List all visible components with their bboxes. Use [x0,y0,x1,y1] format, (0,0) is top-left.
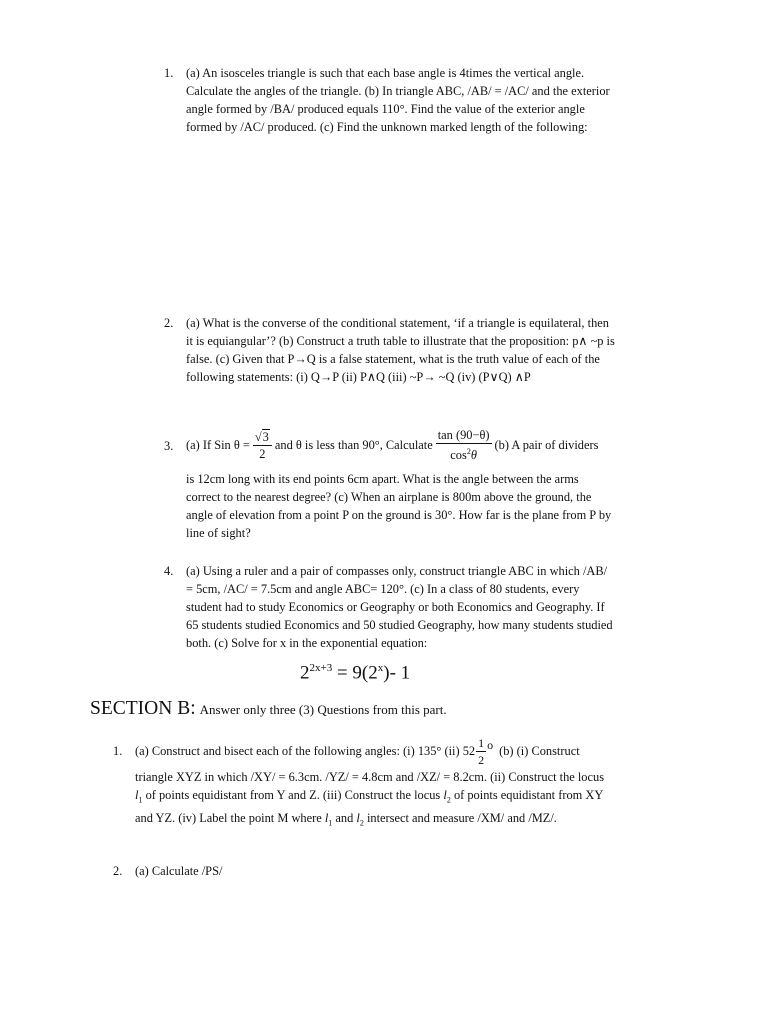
section-instructions: Answer only three (3) Questions from this part. [199,702,447,717]
question-4 [164,562,686,652]
question-text-line: false. (c) Given that P→Q is a false statement, what is the truth value of each of the [186,352,600,366]
question-text-line: both. (c) Solve for x in the exponential equation: [186,636,428,650]
question-number: 3. [164,439,174,453]
question-1 [164,64,686,136]
question-text-line: 65 students studied Economics and 50 studied Geography, how many students studied [186,618,613,632]
tan-over-cos-fraction [436,427,492,463]
question-text-line: and YZ. (iv) Label the point M where $l_1$ and $l_2$ intersect and measure /XM/ and /MZ/. [135,811,557,828]
question-text-line: following statements: (i) Q→P (ii) P∧Q (iii) ~P→ ~Q (iv) (P∨Q) ∧P [186,370,531,384]
question-text-line: line of sight? [186,526,251,540]
mixed-number-angle [475,735,493,768]
radicand: 3 [262,429,269,444]
degree-symbol: o [487,738,494,752]
sqrt3-over-2-fraction [253,429,272,462]
question-text-line: (a) Using a ruler and a pair of compasses only, construct triangle ABC in which /AB/ [186,564,608,578]
sqrt-symbol: √ [254,429,262,444]
question-text-line: $l_1$ of points equidistant from Y and Z. (iii) Construct the locus $l_2$ of points equidistant from XY [135,788,604,805]
question-number: 1. [164,66,174,80]
exponential-equation: $2^{2x+3} = 9(2^x)-$ 1 [300,662,411,684]
section-title: SECTION B: [90,698,196,719]
question-text-line: correct to the nearest degree? (c) When an airplane is 800m above the ground, the [186,490,592,504]
question-text-line: (a) Calculate /PS/ [135,864,223,878]
fraction-numerator: tan (90−θ) [437,427,490,442]
fraction-numerator [253,429,272,446]
question-text-line: (a) An isosceles triangle is such that each base angle is 4times the vertical angle. [186,66,585,80]
section-b-question-2 [113,862,695,880]
question-text: and θ is less than 90°, Calculate [274,438,433,452]
question-text: (b) A pair of dividers [494,438,599,452]
question-number: 4. [164,564,174,578]
question-math-line [186,420,686,470]
question-text-line: Calculate the angles of the triangle. (b) In triangle ABC, /AB/ = /AC/ and the exterior [186,84,610,98]
question-text-line: angle of elevation from a point P on the ground is 30°. How far is the plane from P by [186,508,612,522]
fraction-denominator: 2 [259,446,266,461]
question-2 [164,314,686,386]
question-math-line: (a) Construct and bisect each of the following angles: (i) 135° (ii) 52 $\frac{1}{2}$ o (b) (i) Construct [135,735,580,767]
section-b-heading [90,698,447,720]
question-text-line: angle formed by /BA/ produced equals 110°. Find the value of the exterior angle [186,102,585,116]
question-number: 2. [164,316,174,330]
question-text-line: it is equiangular’? (b) Construct a truth table to illustrate that the proposition: p∧ ~p is [186,334,615,348]
question-text: (a) If Sin θ = [186,438,250,452]
question-text-line: student had to study Economics or Geography or both Economics and Geography. If [186,600,605,614]
question-3 [164,420,686,542]
half-fraction: $\frac{1}{2}$ [478,735,485,767]
question-text-line: = 5cm, /AC/ = 7.5cm and angle ABC= 120°. (c) In a class of 80 students, every [186,582,580,596]
question-number: 2. [113,864,123,878]
question-number: 1. [113,744,123,758]
question-text-line: (a) What is the converse of the conditional statement, ‘if a triangle is equilateral, then [186,316,609,330]
question-text-line: formed by /AC/ produced. (c) Find the unknown marked length of the following: [186,120,588,134]
section-b-question-1 [113,734,695,833]
fraction-denominator: $\cos^2\theta$ [450,446,477,463]
question-text-line: triangle XYZ in which /XY/ = 6.3cm. /YZ/ = 4.8cm and /XZ/ = 8.2cm. (ii) Construct the locus [135,770,605,784]
question-text-line: is 12cm long with its end points 6cm apart. What is the angle between the arms [186,472,579,486]
